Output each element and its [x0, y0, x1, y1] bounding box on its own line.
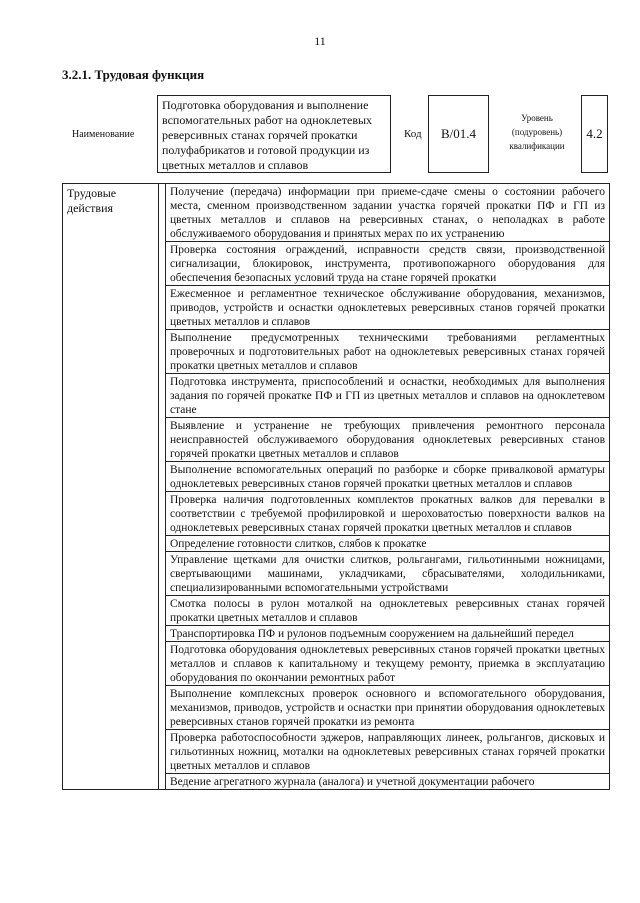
- action-item: Получение (передача) информации при приеме-сдаче смены о состоянии рабочего места, сменном производственном задании участка горячей прокатки ПФ и ГП из цветных металлов и сплавов на реверсивных станах, о неполадках в работе обслуживаемого оборудования и принятых мерах по их устранению: [166, 184, 610, 242]
- action-item: Управление щетками для очистки слитков, рольгангами, гильотинными ножницами, свертывающими машинами, укладчиками, сбрасывателями, холодильниками, специализированными вспомогательными устройствами: [166, 552, 610, 596]
- name-label: Наименование: [72, 129, 135, 140]
- action-item: Выявление и устранение не требующих привлечения ремонтного персонала неисправностей обслуживаемого оборудования одноклетевых реверсивных станов горячей прокатки цветных металлов и сплавов: [166, 418, 610, 462]
- code-label: Код: [404, 128, 422, 140]
- action-item: Ежесменное и регламентное техническое обслуживание оборудования, механизмов, приводов, устройств и оснастки одноклетевых реверсивных станов горячей прокатки цветных металлов и сплавов: [166, 286, 610, 330]
- actions-table: [62, 183, 610, 790]
- table-row: [63, 184, 610, 242]
- action-item: Ведение агрегатного журнала (аналога) и учетной документации рабочего: [166, 774, 610, 790]
- section-heading: 3.2.1. Трудовая функция: [62, 67, 205, 82]
- action-item: Определение готовности слитков, слябов к прокатке: [166, 536, 610, 552]
- level-box: [581, 95, 608, 173]
- action-item: Проверка состояния ограждений, исправности средств связи, производственной сигнализации, блокировок, инструмента, противопожарного оборудования для обеспечения безопасных условий труда на стане горячей прокатки: [166, 242, 610, 286]
- action-item: Проверка наличия подготовленных комплектов прокатных валков для перевалки в соответствии с требуемой профилировкой и шероховатостью поверхности валков на одноклетевых реверсивных станах горячей прокатки цветных металлов и сплавов: [166, 492, 610, 536]
- code-value: B/01.4: [440, 126, 477, 141]
- action-item: Смотка полосы в рулон моталкой на одноклетевых реверсивных станах горячей прокатки цветных металлов и сплавов: [166, 596, 610, 626]
- spacer-cell: [159, 184, 166, 790]
- action-item: Транспортировка ПФ и рулонов подъемным сооружением на дальнейший передел: [166, 626, 610, 642]
- level-label: Уровень (подуровень) квалификации: [509, 113, 565, 151]
- actions-table-body: [63, 184, 610, 790]
- function-name-box: Подготовка оборудования и выполнение вспомогательных работ на одноклетевых реверсивных станах горячей прокатки полуфабрикатов и готовой продукции из цветных металлов и сплавов: [157, 95, 391, 173]
- page-number: 11: [314, 34, 326, 48]
- action-item: Выполнение вспомогательных операций по разборке и сборке привалковой арматуры одноклетевых реверсивных станов горячей прокатки цветных металлов и сплавов: [166, 462, 610, 492]
- action-item: Выполнение предусмотренных техническими требованиями регламентных проверочных и подготовительных работ на одноклетевых реверсивных станах горячей прокатки цветных металлов и сплавов: [166, 330, 610, 374]
- code-box: [428, 95, 489, 173]
- level-value: 4.2: [586, 126, 603, 141]
- actions-label: Трудовые действия: [63, 184, 159, 790]
- action-item: Подготовка инструмента, приспособлений и оснастки, необходимых для выполнения задания по горячей прокатке ПФ и ГП из цветных металлов и сплавов на одноклетевом стане: [166, 374, 610, 418]
- action-item: Проверка работоспособности эджеров, направляющих линеек, рольгангов, дисковых и гильотинных ножниц, моталки на одноклетевых реверсивных станах горячей прокатки цветных металлов и сплавов: [166, 730, 610, 774]
- action-item: Подготовка оборудования одноклетевых реверсивных станов горячей прокатки цветных металлов и сплавов к капитальному и текущему ремонту, приемка в эксплуатацию оборудования по окончании ремонтных работ: [166, 642, 610, 686]
- action-item: Выполнение комплексных проверок основного и вспомогательного оборудования, механизмов, приводов, устройств и оснастки при принятии оборудования одноклетевых реверсивных станов горячей прокатки из ремонта: [166, 686, 610, 730]
